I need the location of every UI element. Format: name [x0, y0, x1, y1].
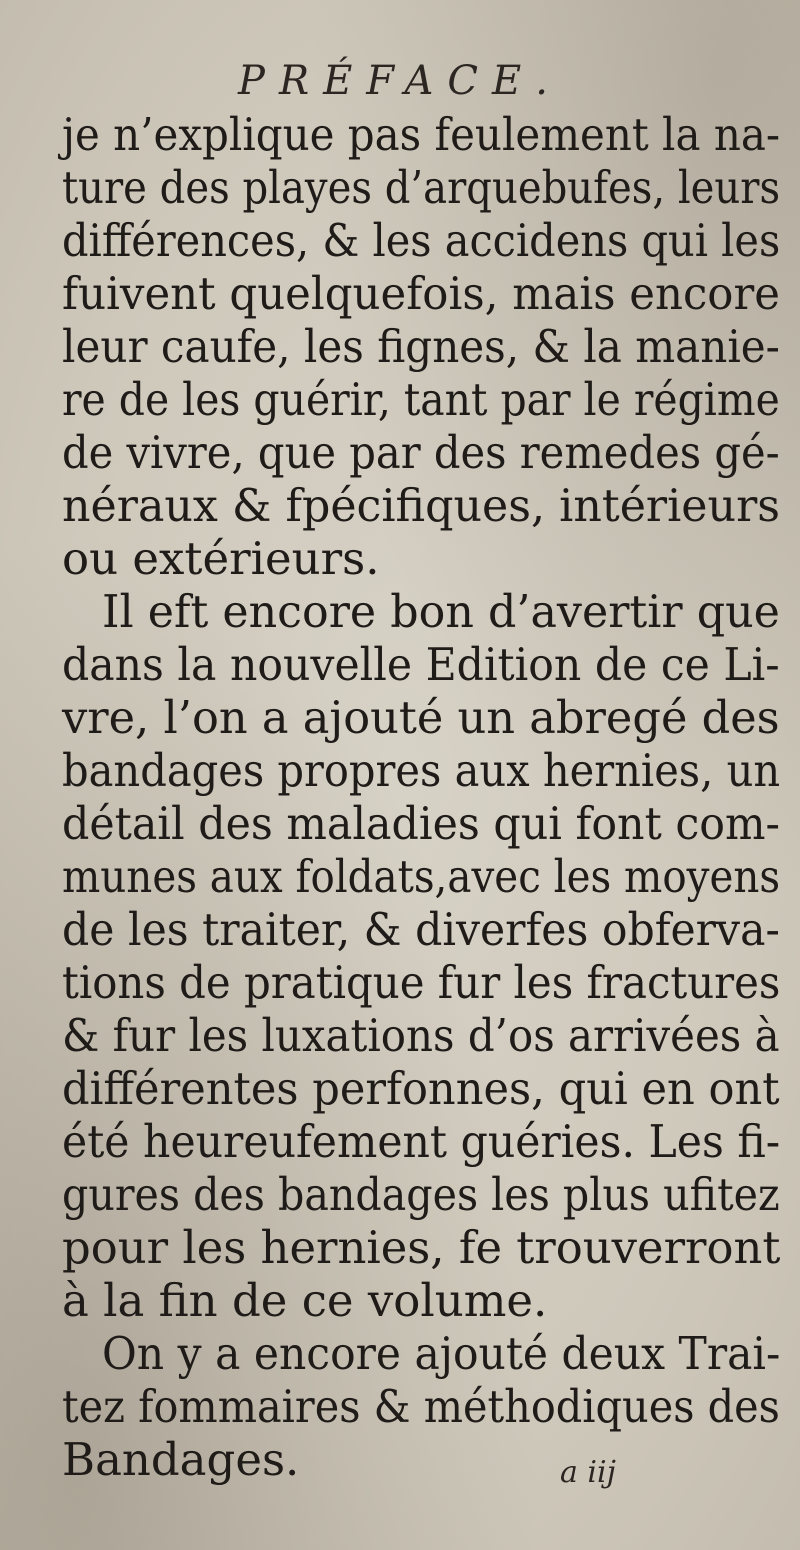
text-line: différentes perfonnes, qui en ont [62, 1062, 780, 1115]
text-line: pour les hernies, fe trouverront [62, 1221, 781, 1274]
text-line: On y a encore ajouté deux Trai- [102, 1327, 781, 1380]
text-line: Il eft encore bon d’avertir que [102, 585, 780, 638]
text-line: tez fommaires & méthodiques des [62, 1380, 780, 1433]
text-line: néraux & fpécifiques, intérieurs [62, 479, 781, 532]
text-line: leur caufe, les fignes, & la manie- [62, 320, 780, 373]
text-line: été heureufement guéries. Les fi- [62, 1115, 781, 1168]
text-line: différences, & les accidens qui les [62, 214, 781, 267]
text-line: à la fin de ce volume. [62, 1274, 548, 1327]
text-line: détail des maladies qui font com- [62, 797, 780, 850]
text-line: re de les guérir, tant par le régime [62, 373, 780, 426]
text-line: Bandages. [62, 1433, 300, 1486]
text-line: fuivent quelquefois, mais encore [62, 267, 780, 320]
text-line: dans la nouvelle Edition de ce Li- [62, 638, 780, 691]
text-line: bandages propres aux hernies, un [62, 744, 781, 797]
text-line: ou extérieurs. [62, 532, 380, 585]
text-line: de les traiter, & diverfes obferva- [62, 903, 780, 956]
text-line: & fur les luxations d’os arrivées à [62, 1009, 780, 1062]
text-line: de vivre, que par des remedes gé- [62, 426, 780, 479]
text-line: gures des bandages les plus ufitez [62, 1168, 780, 1221]
running-head: PRÉFACE. [238, 58, 562, 104]
text-line: je n’explique pas feulement la na- [62, 108, 781, 161]
text-line: ture des playes d’arquebufes, leurs [62, 161, 781, 214]
signature-mark: a iij [560, 1455, 616, 1490]
text-line: munes aux foldats,avec les moyens [62, 850, 781, 903]
text-line: vre, l’on a ajouté un abregé des [62, 691, 780, 744]
text-line: tions de pratique fur les fractures [62, 956, 781, 1009]
